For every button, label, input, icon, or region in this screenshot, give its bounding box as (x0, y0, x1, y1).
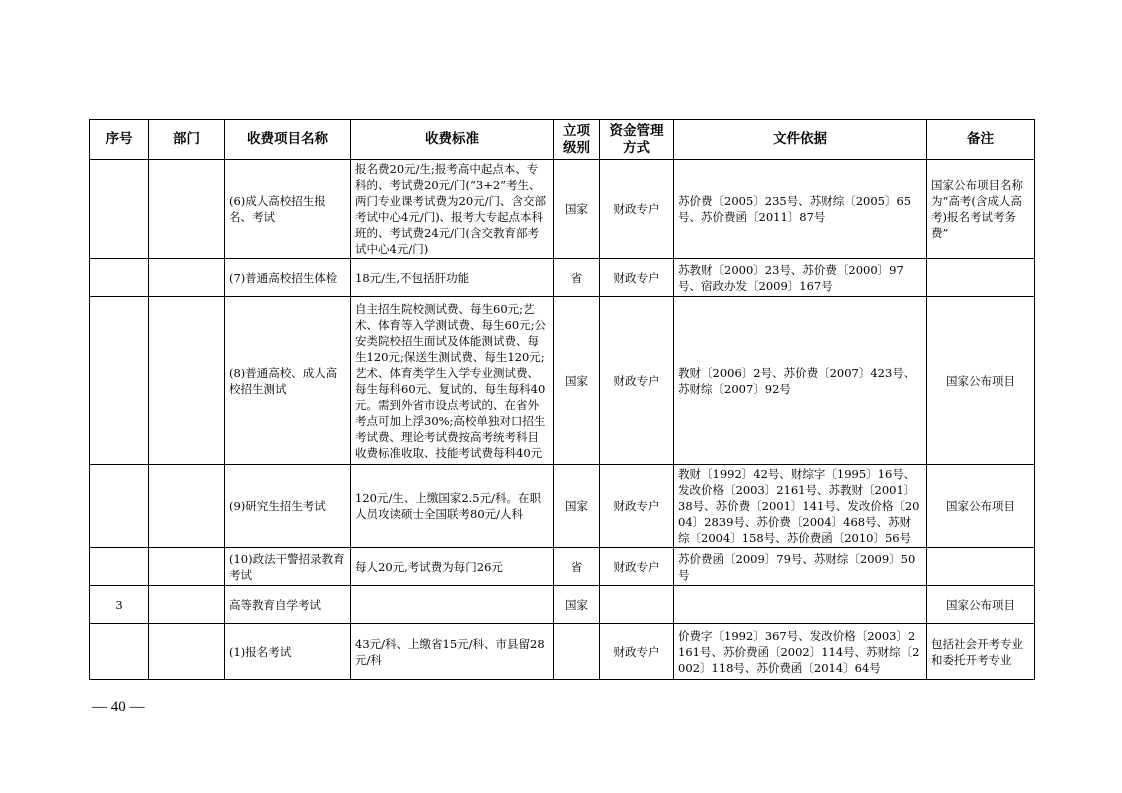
cell-level: 国家 (554, 160, 600, 259)
cell-dept (149, 586, 225, 624)
cell-seq (90, 297, 149, 465)
cell-seq (90, 624, 149, 680)
table-row (90, 624, 1035, 680)
cell-standard: 每人20元,考试费为每门26元 (351, 548, 554, 586)
cell-standard: 43元/科、上缴省15元/科、市县留28元/科 (351, 624, 554, 680)
cell-basis: 教财〔1992〕42号、财综字〔1995〕16号、发改价格〔2003〕2161号、苏教财〔2001〕38号、苏价费〔2001〕141号、发改价格〔2004〕2839号、苏价费〔2004〕468号、苏财综〔2004〕158号、苏价费函〔2010〕56号 (674, 465, 927, 548)
fee-table (89, 119, 1035, 680)
cell-note (927, 259, 1035, 297)
header-note: 备注 (927, 120, 1035, 160)
cell-level (554, 624, 600, 680)
cell-item: (10)政法干警招录教育考试 (225, 548, 351, 586)
cell-level: 国家 (554, 586, 600, 624)
table-row (90, 259, 1035, 297)
table-row (90, 548, 1035, 586)
cell-note: 国家公布项目名称为“高考(含成人高考)报名考试考务费” (927, 160, 1035, 259)
cell-seq (90, 465, 149, 548)
table-row (90, 160, 1035, 259)
cell-fund: 财政专户 (600, 160, 674, 259)
cell-note: 国家公布项目 (927, 465, 1035, 548)
cell-level: 省 (554, 548, 600, 586)
table-row (90, 465, 1035, 548)
cell-dept (149, 624, 225, 680)
cell-fund: 财政专户 (600, 548, 674, 586)
header-standard: 收费标准 (351, 120, 554, 160)
cell-fund: 财政专户 (600, 624, 674, 680)
table-row (90, 586, 1035, 624)
header-level: 立项级别 (554, 120, 600, 160)
header-item: 收费项目名称 (225, 120, 351, 160)
cell-basis: 苏价费函〔2009〕79号、苏财综〔2009〕50号 (674, 548, 927, 586)
cell-seq: 3 (90, 586, 149, 624)
cell-note: 国家公布项目 (927, 297, 1035, 465)
header-seq: 序号 (90, 120, 149, 160)
cell-fund: 财政专户 (600, 465, 674, 548)
cell-dept (149, 160, 225, 259)
cell-item: (1)报名考试 (225, 624, 351, 680)
cell-fund (600, 586, 674, 624)
header-row (90, 120, 1035, 160)
cell-basis: 苏价费〔2005〕235号、苏财综〔2005〕65号、苏价费函〔2011〕87号 (674, 160, 927, 259)
cell-basis: 苏教财〔2000〕23号、苏价费〔2000〕97号、宿政办发〔2009〕167号 (674, 259, 927, 297)
cell-fund: 财政专户 (600, 297, 674, 465)
cell-standard: 报名费20元/生;报考高中起点本、专科的、考试费20元/门(“3+2”考生、两门专业课考试费为20元/门、含交部考试中心4元/门)、报考大专起点本科班的、考试费24元/门(含交教育部考试中心4元/门) (351, 160, 554, 259)
cell-item: (6)成人高校招生报名、考试 (225, 160, 351, 259)
cell-standard: 18元/生,不包括肝功能 (351, 259, 554, 297)
page-number: — 40 — (92, 699, 145, 715)
header-dept: 部门 (149, 120, 225, 160)
table-row (90, 297, 1035, 465)
header-basis: 文件依据 (674, 120, 927, 160)
cell-level: 省 (554, 259, 600, 297)
cell-standard (351, 586, 554, 624)
cell-standard: 自主招生院校测试费、每生60元;艺术、体育等入学测试费、每生60元;公安类院校招生面试及体能测试费、每生120元;保送生测试费、每生120元;艺术、体育类学生入学专业测试费、每生每科60元、复试的、每生每科40元。需到外省市设点考试的、在省外考点可加上浮30%;高校单独对口招生考试费、理论考试费按高考统考科目收费标准收取、技能考试费每科40元 (351, 297, 554, 465)
cell-level: 国家 (554, 465, 600, 548)
header-fund: 资金管理方式 (600, 120, 674, 160)
cell-basis (674, 586, 927, 624)
cell-seq (90, 259, 149, 297)
cell-item: 高等教育自学考试 (225, 586, 351, 624)
cell-dept (149, 465, 225, 548)
cell-note (927, 548, 1035, 586)
cell-level: 国家 (554, 297, 600, 465)
cell-item: (7)普通高校招生体检 (225, 259, 351, 297)
cell-seq (90, 160, 149, 259)
cell-note: 包括社会开考专业和委托开考专业 (927, 624, 1035, 680)
cell-dept (149, 259, 225, 297)
cell-standard: 120元/生、上缴国家2.5元/科。在职人员攻读硕士全国联考80元/人科 (351, 465, 554, 548)
cell-note: 国家公布项目 (927, 586, 1035, 624)
cell-dept (149, 297, 225, 465)
cell-basis: 教财〔2006〕2号、苏价费〔2007〕423号、苏财综〔2007〕92号 (674, 297, 927, 465)
cell-fund: 财政专户 (600, 259, 674, 297)
cell-item: (9)研究生招生考试 (225, 465, 351, 548)
cell-dept (149, 548, 225, 586)
cell-item: (8)普通高校、成人高校招生测试 (225, 297, 351, 465)
cell-seq (90, 548, 149, 586)
cell-basis: 价费字〔1992〕367号、发改价格〔2003〕2161号、苏价费函〔2002〕114号、苏财综〔2002〕118号、苏价费函〔2014〕64号 (674, 624, 927, 680)
